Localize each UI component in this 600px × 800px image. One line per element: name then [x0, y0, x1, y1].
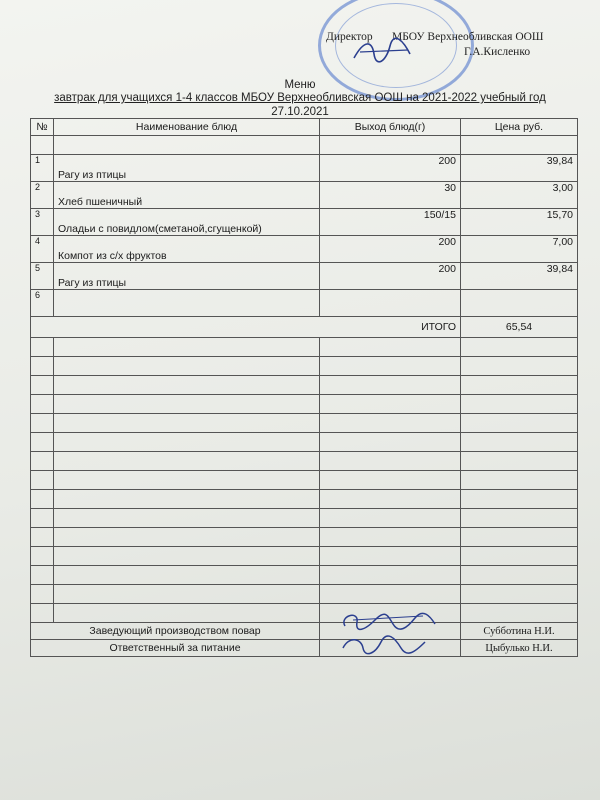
dish-price: 39,84 [461, 263, 578, 290]
dish-output: 200 [320, 263, 461, 290]
total-value: 65,54 [461, 317, 578, 338]
dish-price [461, 290, 578, 317]
dish-name [54, 290, 320, 317]
dish-name: Оладьи с повидлом(сметаной,сгущенкой) [54, 209, 320, 236]
empty-row [31, 471, 578, 490]
spacer-row [31, 136, 578, 155]
menu-subtitle: завтрак для учащихся 1-4 классов МБОУ Верхнеобливская ООШ на 2021-2022 учебный год [54, 92, 546, 104]
dish-output [320, 290, 461, 317]
empty-row [31, 566, 578, 585]
empty-row [31, 509, 578, 528]
col-header-num: № [31, 119, 54, 136]
dish-name: Рагу из птицы [54, 155, 320, 182]
director-name: Г.А.Кисленко [464, 46, 531, 58]
menu-date: 27.10.2021 [271, 106, 329, 118]
row-num: 2 [31, 182, 54, 209]
col-header-price: Цена руб. [461, 119, 578, 136]
dish-output: 200 [320, 155, 461, 182]
empty-row [31, 528, 578, 547]
row-num: 1 [31, 155, 54, 182]
total-label: ИТОГО [31, 317, 461, 338]
menu-heading: Меню [284, 79, 316, 91]
table-row [31, 263, 578, 290]
dish-output: 200 [320, 236, 461, 263]
empty-row [31, 452, 578, 471]
col-header-output: Выход блюд(г) [320, 119, 461, 136]
row-num: 5 [31, 263, 54, 290]
empty-row [31, 395, 578, 414]
empty-row [31, 376, 578, 395]
dish-price: 3,00 [461, 182, 578, 209]
empty-row [31, 338, 578, 357]
responsible-name: Цыбулько Н.И. [461, 640, 578, 657]
row-num: 3 [31, 209, 54, 236]
responsible-label: Ответственный за питание [31, 640, 320, 657]
menu-table [30, 118, 578, 657]
footer-row-responsible [31, 640, 578, 657]
dish-output: 30 [320, 182, 461, 209]
table-row [31, 290, 578, 317]
empty-row [31, 414, 578, 433]
total-row [31, 317, 578, 338]
director-title: Директор [326, 31, 373, 43]
footer-row-cook [31, 623, 578, 640]
empty-row [31, 490, 578, 509]
org-name: МБОУ Верхнеобливская ООШ [392, 31, 544, 43]
dish-name: Рагу из птицы [54, 263, 320, 290]
footer-signatures [335, 608, 445, 658]
dish-output: 150/15 [320, 209, 461, 236]
table-row [31, 182, 578, 209]
director-signature [350, 36, 420, 66]
row-num: 6 [31, 290, 54, 317]
empty-row [31, 433, 578, 452]
cook-name: Субботина Н.И. [461, 623, 578, 640]
col-header-name: Наименование блюд [54, 119, 320, 136]
table-row [31, 236, 578, 263]
empty-row [31, 547, 578, 566]
cook-label: Заведующий производством повар [31, 623, 320, 640]
table-row [31, 155, 578, 182]
row-num: 4 [31, 236, 54, 263]
dish-name: Компот из с/х фруктов [54, 236, 320, 263]
dish-price: 15,70 [461, 209, 578, 236]
empty-row [31, 357, 578, 376]
empty-row [31, 604, 578, 623]
dish-price: 39,84 [461, 155, 578, 182]
table-header-row [31, 119, 578, 136]
dish-price: 7,00 [461, 236, 578, 263]
dish-name: Хлеб пшеничный [54, 182, 320, 209]
empty-row [31, 585, 578, 604]
table-row [31, 209, 578, 236]
